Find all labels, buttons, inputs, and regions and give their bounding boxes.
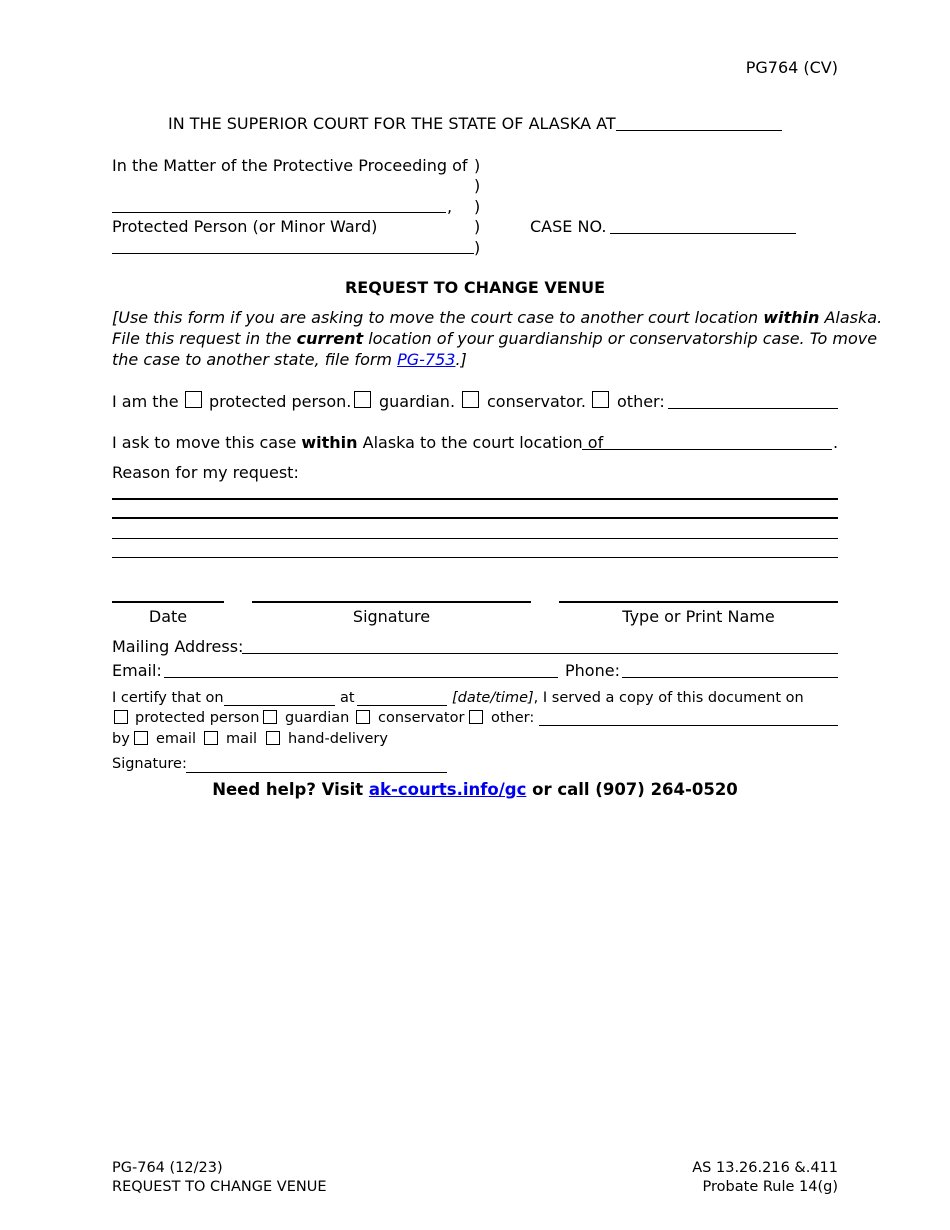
reason-line-1[interactable]	[112, 498, 838, 500]
new-court-location-field[interactable]	[582, 449, 832, 450]
served-other-label: other:	[491, 710, 535, 726]
guardian-label: guardian.	[379, 392, 456, 411]
mailing-address-label: Mailing Address:	[112, 637, 244, 656]
caption-paren: )	[474, 176, 481, 195]
by-hand-delivery-label: hand-delivery	[288, 731, 388, 747]
email-field[interactable]	[164, 677, 558, 678]
reason-line-3[interactable]	[112, 538, 838, 539]
service-date-field[interactable]	[224, 705, 335, 706]
protected-person-name-field[interactable]	[112, 212, 446, 213]
signature-label: Signature	[352, 607, 431, 626]
served-other-field[interactable]	[539, 725, 838, 726]
case-no-field[interactable]	[610, 233, 796, 234]
protected-person-checkbox[interactable]	[185, 391, 202, 408]
case-no-label: CASE NO.	[530, 217, 607, 236]
help-line: Need help? Visit ak-courts.info/gc or call (907) 264-0520	[212, 780, 738, 799]
caption-paren: )	[474, 197, 481, 216]
other-role-checkbox[interactable]	[592, 391, 609, 408]
other-role-label: other:	[617, 392, 665, 411]
caption-paren: )	[474, 156, 481, 175]
served-guardian-checkbox[interactable]	[263, 710, 277, 724]
mailing-address-field[interactable]	[242, 653, 838, 654]
reason-line-4[interactable]	[112, 557, 838, 558]
form-title: REQUEST TO CHANGE VENUE	[344, 278, 606, 297]
other-role-field[interactable]	[668, 408, 838, 409]
by-email-checkbox[interactable]	[134, 731, 148, 745]
certify-at-label: at	[340, 690, 355, 706]
certificate-signature-field[interactable]	[186, 772, 447, 773]
served-other-checkbox[interactable]	[469, 710, 483, 724]
guardian-checkbox[interactable]	[354, 391, 371, 408]
caption-paren: )	[474, 238, 481, 257]
reason-line-2[interactable]	[112, 517, 838, 519]
conservator-label: conservator.	[487, 392, 587, 411]
by-label: by	[112, 731, 130, 747]
certificate-signature-label: Signature:	[112, 756, 187, 772]
served-protected-person-label: protected person	[135, 710, 260, 726]
instructions-line-2: File this request in the current location of your guardianship or conservatorship case. To move	[112, 329, 878, 348]
served-conservator-label: conservator	[378, 710, 465, 726]
footer-statute: AS 13.26.216 &.411	[692, 1160, 838, 1176]
reason-label: Reason for my request:	[112, 463, 299, 482]
footer-rule: Probate Rule 14(g)	[702, 1179, 838, 1195]
served-protected-person-checkbox[interactable]	[114, 710, 128, 724]
caption-comma: ,	[447, 197, 453, 216]
date-field[interactable]	[112, 601, 224, 603]
move-period: .	[833, 433, 839, 452]
court-heading: IN THE SUPERIOR COURT FOR THE STATE OF ALASKA AT	[168, 114, 616, 133]
protected-person-label: protected person.	[209, 392, 352, 411]
help-link[interactable]: ak-courts.info/gc	[368, 780, 527, 799]
instructions-line-1: [Use this form if you are asking to move the court case to another court location within Alaska.	[112, 308, 883, 327]
phone-field[interactable]	[622, 677, 838, 678]
conservator-checkbox[interactable]	[462, 391, 479, 408]
certify-on-label: I certify that on	[112, 690, 224, 706]
caption-bottom-line	[112, 253, 474, 254]
court-location-field[interactable]	[616, 130, 782, 131]
by-email-label: email	[156, 731, 196, 747]
protected-person-label: Protected Person (or Minor Ward)	[112, 217, 378, 236]
role-prefix: I am the	[112, 392, 179, 411]
served-guardian-label: guardian	[285, 710, 350, 726]
served-conservator-checkbox[interactable]	[356, 710, 370, 724]
footer-form-title: REQUEST TO CHANGE VENUE	[112, 1179, 327, 1195]
form-code-top: PG764 (CV)	[745, 58, 838, 77]
by-mail-label: mail	[226, 731, 258, 747]
by-hand-delivery-checkbox[interactable]	[266, 731, 280, 745]
pg-753-link[interactable]: PG-753	[397, 350, 456, 369]
move-request-text: I ask to move this case within Alaska to the court location of	[112, 433, 604, 452]
caption-paren: )	[474, 217, 481, 236]
service-time-field[interactable]	[357, 705, 447, 706]
signature-field[interactable]	[252, 601, 531, 603]
certify-served-text: [date/time], I served a copy of this document on	[452, 690, 804, 706]
date-label: Date	[148, 607, 188, 626]
instructions-line-3: the case to another state, file form PG-753.]	[112, 350, 467, 369]
print-name-field[interactable]	[559, 601, 838, 603]
by-mail-checkbox[interactable]	[204, 731, 218, 745]
print-name-label: Type or Print Name	[622, 607, 775, 626]
phone-label: Phone:	[565, 661, 620, 680]
footer-form-number: PG-764 (12/23)	[112, 1160, 223, 1176]
email-label: Email:	[112, 661, 162, 680]
matter-line: In the Matter of the Protective Proceeding of	[112, 156, 468, 175]
